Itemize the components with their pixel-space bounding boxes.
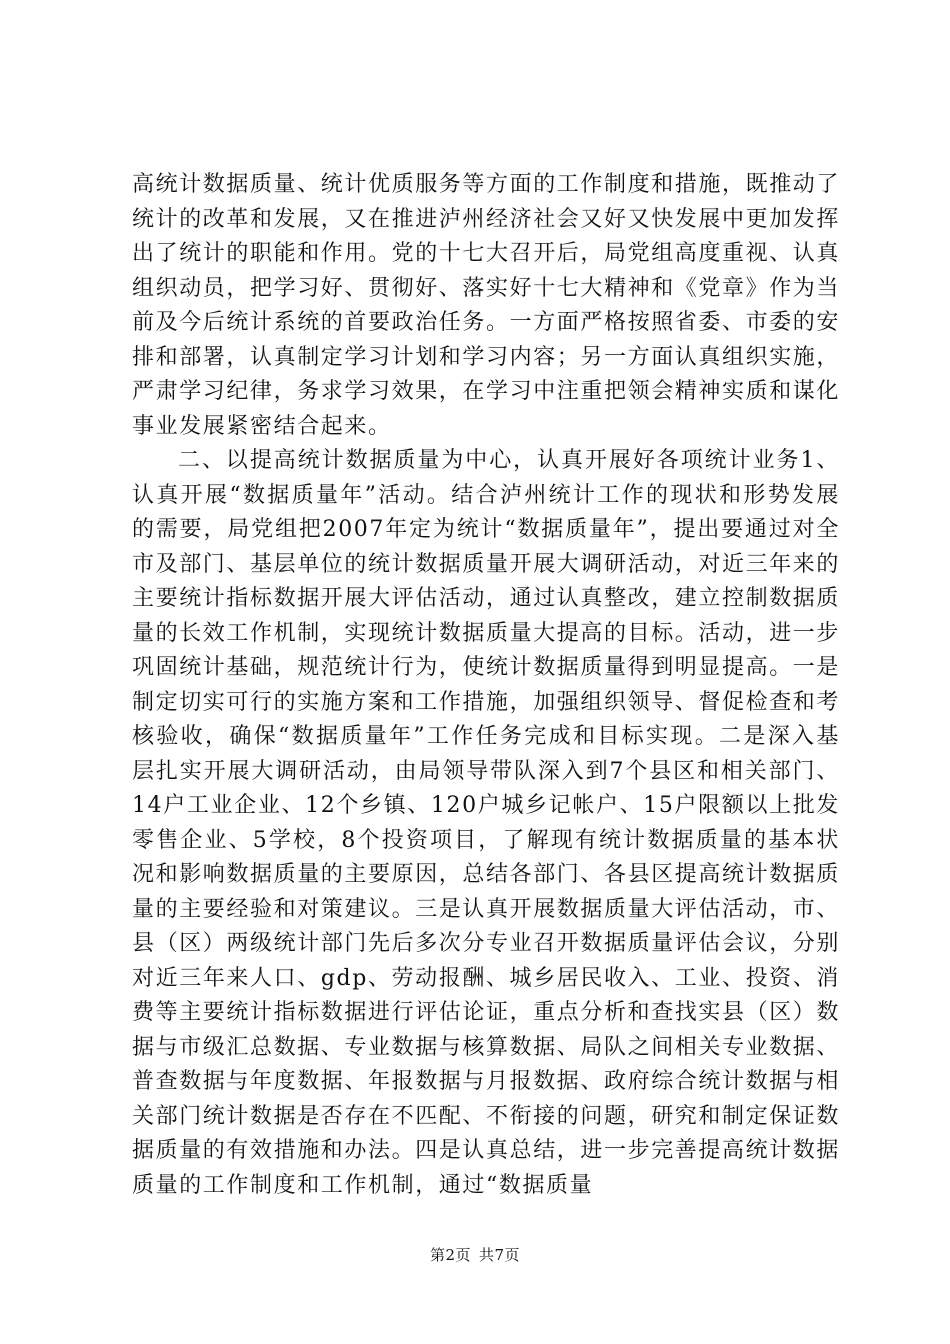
paragraph-1: 高统计数据质量、统计优质服务等方面的工作制度和措施，既推动了统计的改革和发展，又在推进泸州经济社会又好又快发展中更加发挥出了统计的职能和作用。党的十七大召开后，局党组高度重视、认真组织动员，把学习好、贯彻好、落实好十七大精神和《党章》作为当前及今后统计系统的首要政治任务。一方面严格按照省委、市委的安排和部署，认真制定学习计划和学习内容；另一方面认真组织实施，严肃学习纪律，务求学习效果，在学习中注重把领会精神实质和谋化事业发展紧密结合起来。 [132, 172, 841, 439]
paragraph-2: 二、以提高统计数据质量为中心，认真开展好各项统计业务1、认真开展“数据质量年”活动。结合泸州统计工作的现状和形势发展的需要，局党组把2007年定为统计“数据质量年”，提出要通过对全市及部门、基层单位的统计数据质量开展大调研活动，对近三年来的主要统计指标数据开展大评估活动，通过认真整改，建立控制数据质量的长效工作机制，实现统计数据质量大提高的目标。活动，进一步巩固统计基础，规范统计行为，使统计数据质量得到明显提高。一是制定切实可行的实施方案和工作措施，加强组织领导、督促检查和考核验收，确保“数据质量年”工作任务完成和目标实现。二是深入基层扎实开展大调研活动，由局领导带队深入到7个县区和相关部门、14户工业企业、12个乡镇、120户城乡记帐户、15户限额以上批发零售企业、5学校，8个投资项目，了解现有统计数据质量的基本状况和影响数据质量的主要原因，总结各部门、各县区提高统计数据质量的主要经验和对策建议。三是认真开展数据质量大评估活动，市、县（区）两级统计部门先后多次分专业召开数据质量评估会议，分别对近三年来人口、gdp、劳动报酬、城乡居民收入、工业、投资、消费等主要统计指标数据进行评估论证，重点分析和查找实县（区）数据与市级汇总数据、专业数据与核算数据、局队之间相关专业数据、普查数据与年度数据、年报数据与月报数据、政府综合统计数据与相关部门统计数据是否存在不匹配、不衔接的问题，研究和制定保证数据质量的有效措施和办法。四是认真总结，进一步完善提高统计数据质量的工作制度和工作机制，通过“数据质量 [132, 448, 841, 1198]
page-number: 第2页 [429, 1246, 471, 1264]
document-body [132, 168, 840, 1203]
page-footer [0, 1244, 950, 1265]
page-total: 共7页 [479, 1246, 521, 1264]
